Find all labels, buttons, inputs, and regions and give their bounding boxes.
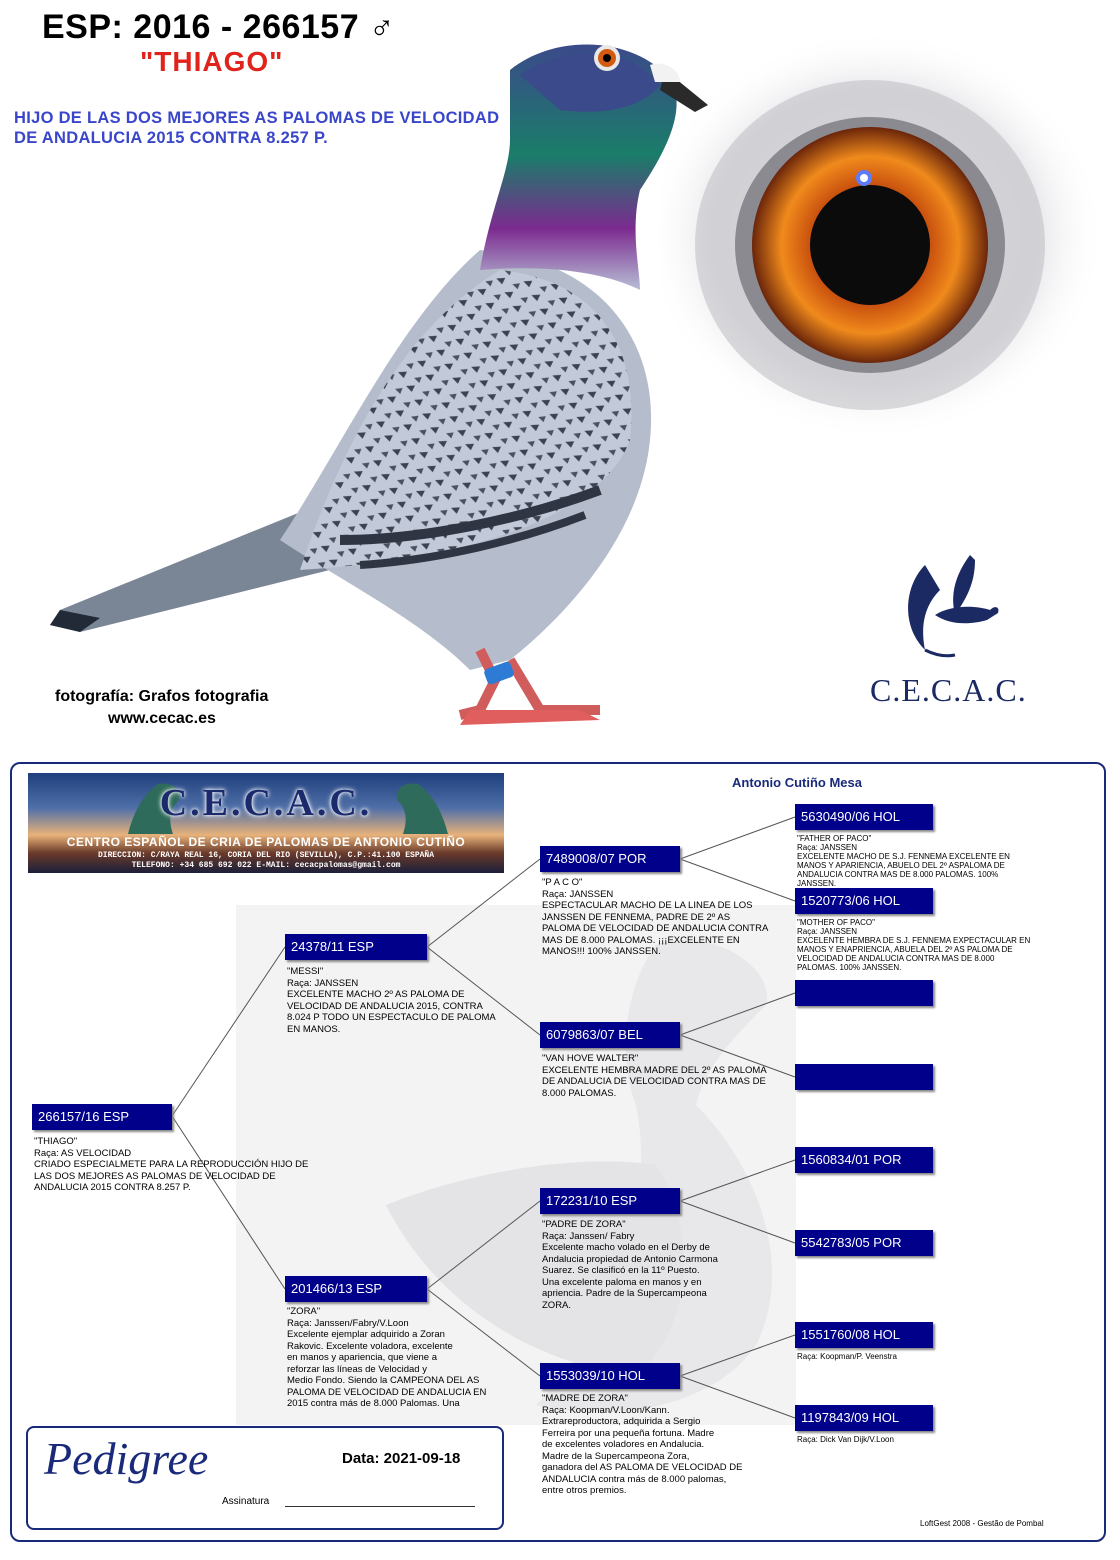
ssd-notes (797, 918, 1057, 972)
note-line: Andalucia propiedad de Antonio Carmona (542, 1253, 718, 1265)
sire-dam-ring-box[interactable]: 6079863/07 BEL (540, 1022, 680, 1048)
note-line: Extrareproductora, adquirida a Sergio (542, 1416, 701, 1427)
dam-ring-box[interactable]: 201466/13 ESP (285, 1276, 427, 1302)
dss-ring-box[interactable]: 1560834/01 POR (795, 1147, 933, 1173)
note-line: MAS DE 8.000 PALOMAS. ¡¡¡EXCELENTE EN (542, 934, 740, 946)
note-line: MANOS Y APARIENCIA, ABUELO DEL 2º ASPALOMA DE (797, 861, 1005, 870)
note-line: "MESSI" (287, 966, 324, 977)
note-line: "MADRE DE ZORA" (542, 1393, 628, 1404)
note-line: de excelentes voladores en Andalucia. (542, 1439, 705, 1450)
dds-notes (797, 1352, 1057, 1361)
note-line: DE ANDALUCIA DE VELOCIDAD CONTRA MAS DE (542, 1076, 766, 1087)
note-line: ESPECTACULAR MACHO DE LA LINEA DE LOS (542, 900, 753, 911)
note-line: "PADRE DE ZORA" (542, 1219, 626, 1230)
dam-sire-ring-box[interactable]: 172231/10 ESP (540, 1188, 680, 1214)
note-line: Excelente ejemplar adquirido a Zoran (287, 1329, 445, 1340)
note-line: "VAN HOVE WALTER" (542, 1053, 639, 1064)
note-line: ganadora del AS PALOMA DE VELOCIDAD DE (542, 1462, 743, 1473)
note-line: Raça: AS VELOCIDAD (34, 1147, 132, 1159)
note-line: "FATHER OF PACO" (797, 834, 872, 843)
note-line: PALOMAS. 100% JANSSEN. (797, 963, 902, 972)
note-line: ANDALUCIA contra más de 8.000 palomas, (542, 1473, 727, 1485)
cecac-banner (28, 773, 504, 873)
sire-sire-notes (542, 877, 787, 958)
note-line: 8.024 P TODO UN ESPECTACULO DE PALOMA (287, 1012, 496, 1023)
note-line: en manos y apariencia, que viene a (287, 1352, 437, 1363)
sire-dam-notes (542, 1053, 787, 1099)
ssd-ring-box[interactable]: 1520773/06 HOL (795, 888, 933, 914)
dam-dam-notes (542, 1393, 787, 1497)
sds-ring-box-empty[interactable] (795, 980, 933, 1006)
note-line: EXCELENTE HEMBRA DE S.J. FENNEMA EXPECTACULAR EN (797, 936, 1031, 945)
note-line: Raça: JANSSEN (797, 927, 858, 936)
note-line: Ferreira por una pequeña fortuna. Madre (542, 1427, 715, 1439)
banner-title: C.E.C.A.C. (159, 782, 373, 824)
sire-sire-ring-box[interactable]: 7489008/07 POR (540, 846, 680, 872)
note-line: CRIADO ESPECIALMETE PARA LA REPRODUCCIÓN HIJO DE (34, 1159, 309, 1170)
note-line: Raça: JANSSEN (797, 843, 858, 852)
note-line: Raça: JANSSEN (542, 888, 614, 900)
note-line: Raça: Janssen/Fabry/V.Loon (287, 1317, 409, 1329)
note-line: "MOTHER OF PACO" (797, 918, 875, 927)
headline: HIJO DE LAS DOS MEJORES AS PALOMAS DE VELOCIDAD DE ANDALUCIA 2015 CONTRA 8.257 P. (14, 109, 500, 147)
note-line: VELOCIDAD DE ANDALUCIA CONTRA MAS DE 8.000 (797, 954, 995, 963)
note-line: MANOS Y ENAPRIENCIA, ABUELA DEL 2º AS PALOMA DE (797, 945, 1013, 954)
cecac-logo-text: C.E.C.A.C. (870, 672, 1027, 708)
bird-name: "THIAGO" (140, 46, 284, 77)
sire-ring-box[interactable]: 24378/11 ESP (285, 934, 427, 960)
note-line: "THIAGO" (34, 1136, 78, 1147)
note-line: EN MANOS. (287, 1023, 341, 1035)
note-line: JANSSEN. (797, 879, 837, 888)
note-line: EXCELENTE MACHO DE S.J. FENNEMA EXCELENTE EN (797, 852, 1010, 861)
dam-notes (287, 1306, 517, 1410)
note-line: PALOMA DE VELOCIDAD DE ANDALUCIA EN (287, 1386, 487, 1398)
subject-notes (34, 1136, 374, 1194)
banner-phone: TELEFONO: +34 685 692 022 E-MAIL: cecacpalomas@gmail.com (131, 861, 401, 870)
banner-subtitle: CENTRO ESPAÑOL DE CRIA DE PALOMAS DE ANTONIO CUTIÑO (66, 835, 466, 849)
pedigree-script-title: Pedigree (44, 1433, 209, 1484)
note-line: "P A C O" (542, 877, 583, 888)
date-label: Data: 2021-09-18 (342, 1450, 461, 1467)
ddd-notes (797, 1435, 1057, 1444)
sdd-ring-box-empty[interactable] (795, 1064, 933, 1090)
banner-address: DIRECCION: C/RAYA REAL 16, CORIA DEL RIO (SEVILLA), C.P.:41.100 ESPAÑA (97, 851, 435, 860)
sire-notes (287, 966, 517, 1035)
note-line: JANSSEN DE FENNEMA, PADRE DE 2º AS (542, 911, 731, 923)
sss-ring-box[interactable]: 5630490/06 HOL (795, 804, 933, 830)
note-line: LAS DOS MEJORES AS PALOMAS DE VELOCIDAD DE (34, 1170, 276, 1182)
software-credit: LoftGest 2008 - Gestão de Pombal (920, 1519, 1044, 1528)
note-line: "ZORA" (287, 1306, 321, 1317)
note-line: Raça: Koopman/P. Veenstra (797, 1352, 897, 1361)
dam-sire-notes (542, 1219, 787, 1311)
sss-notes (797, 834, 1057, 888)
note-line: Rakovic. Excelente voladora, excelente (287, 1340, 453, 1352)
note-line: MANOS!!! 100% JANSSEN. (542, 946, 661, 957)
dsd-ring-box[interactable]: 5542783/05 POR (795, 1230, 933, 1256)
photo-credit: fotografía: Grafos fotografia (55, 688, 269, 705)
ddd-ring-box[interactable]: 1197843/09 HOL (795, 1405, 933, 1431)
note-line: Medio Fondo. Siendo la CAMPEONA DEL AS (287, 1375, 480, 1386)
note-line: Madre de la Supercampeona Zora, (542, 1450, 690, 1462)
dam-dam-ring-box[interactable]: 1553039/10 HOL (540, 1363, 680, 1389)
signature-label: Assinatura (222, 1496, 270, 1507)
website-link[interactable]: www.cecac.es (108, 710, 216, 727)
subject-ring-box[interactable]: 266157/16 ESP (32, 1104, 172, 1130)
note-line: reforzar las líneas de Velocidad y (287, 1363, 427, 1375)
note-line: EXCELENTE HEMBRA MADRE DEL 2º AS PALOMA (542, 1064, 767, 1076)
breeder-name: Antonio Cutiño Mesa (732, 775, 862, 790)
note-line: ANDALUCIA 2015 CONTRA 8.257 P. (34, 1182, 191, 1193)
ring-number-title: ESP: 2016 - 266157 ♂ (42, 8, 396, 46)
note-line: entre otros premios. (542, 1485, 627, 1496)
note-line: Una excelente paloma en manos y en (542, 1276, 702, 1288)
note-line: Raça: Dick Van Dijk/V.Loon (797, 1435, 894, 1444)
note-line: apriencia. Padre de la Supercampeona (542, 1288, 707, 1299)
note-line: VELOCIDAD DE ANDALUCIA 2015, CONTRA (287, 1000, 483, 1012)
note-line: Raça: JANSSEN (287, 977, 359, 989)
note-line: Excelente macho volado en el Derby de (542, 1242, 710, 1253)
note-line: Suarez. Se clasificó en la 11º Puesto. (542, 1265, 700, 1276)
note-line: Raça: Janssen/ Fabry (542, 1230, 635, 1242)
note-line: EXCELENTE MACHO 2º AS PALOMA DE (287, 989, 465, 1000)
note-line: 8.000 PALOMAS. (542, 1087, 617, 1099)
note-line: PALOMA DE VELOCIDAD DE ANDALUCIA CONTRA (542, 923, 769, 934)
signature-line[interactable] (285, 1506, 475, 1507)
dds-ring-box[interactable]: 1551760/08 HOL (795, 1322, 933, 1348)
note-line: ANDALUCIA CONTRA MAS DE 8.000 PALOMAS. 100% (797, 870, 999, 879)
note-line: ZORA. (542, 1299, 572, 1311)
note-line: 2015 contra más de 8.000 Palomas. Una (287, 1398, 460, 1409)
note-line: Raça: Koopman/V.Loon/Kann. (542, 1404, 670, 1416)
